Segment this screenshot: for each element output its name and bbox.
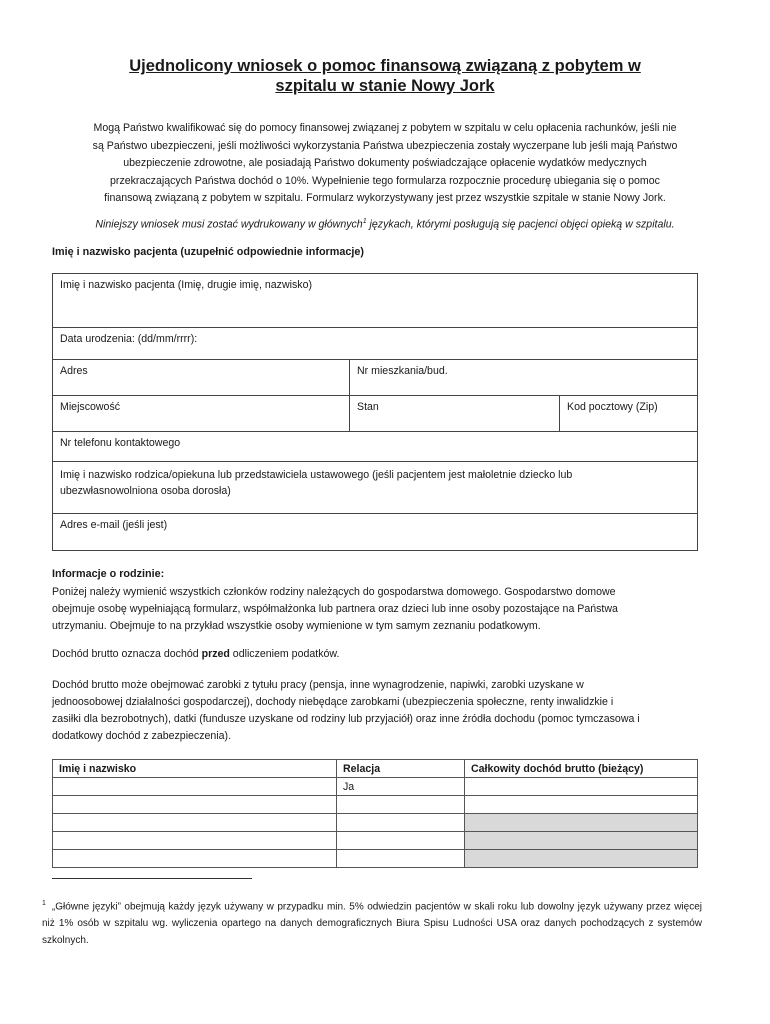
title-line-2: szpitalu w stanie Nowy Jork: [275, 77, 495, 95]
paragraph-line: utrzymaniu. Obejmuje to na przykład wszystkie osoby wymienione w tym samym zeznaniu podatkowym.: [52, 620, 541, 632]
document-title: [60, 56, 710, 96]
relation-cell[interactable]: Ja: [337, 778, 465, 796]
guardian-row: [53, 461, 697, 513]
paragraph-line: obejmuje osobę wypełniającą formularz, współmałżonka lub partnera oraz dzieci lub inne osoby pozostające na Państwa: [52, 603, 618, 615]
intro-line: przekraczających Państwa dochód o 10%. Wypełnienie tego formularza rozpocznie procedurę ubiegania się o pomoc: [110, 174, 660, 187]
language-note-text-rest: językach, którymi posługują się pacjenci objęci opieką w szpitalu.: [366, 218, 675, 231]
title-line-1: Ujednolicony wniosek o pomoc finansową związaną z pobytem w: [129, 57, 641, 75]
footnote: [42, 895, 702, 949]
income-cell-shaded: [465, 850, 698, 868]
family-section-title: Informacje o rodzinie:: [52, 568, 165, 580]
table-row: [53, 814, 698, 832]
name-cell[interactable]: [53, 778, 337, 796]
gross-income-definition: [52, 646, 702, 663]
table-row: [53, 796, 698, 814]
city-row: [53, 395, 697, 431]
guardian-label-line-2: ubezwłasnowolniona osoba dorosła): [60, 485, 231, 497]
name-cell[interactable]: [53, 814, 337, 832]
name-cell[interactable]: [53, 850, 337, 868]
paragraph-line: dodatkowy dochód z zabezpieczenia).: [52, 730, 232, 742]
email-field[interactable]: Adres e-mail (jeśli jest): [60, 519, 168, 531]
language-note-text: Niniejszy wniosek musi zostać wydrukowany w głównych: [95, 218, 363, 231]
apartment-field[interactable]: Nr mieszkania/bud.: [349, 360, 697, 395]
definition-text: Dochód brutto oznacza dochód: [52, 648, 202, 660]
intro-paragraph: [52, 120, 718, 208]
column-header-relation: Relacja: [337, 760, 465, 778]
language-note: [52, 214, 718, 233]
paragraph-line: Dochód brutto może obejmować zarobki z tytułu pracy (pensja, inne wynagrodzenie, napiwki, zarobki uzyskane w: [52, 679, 584, 691]
patient-section-heading: Imię i nazwisko pacjenta (uzupełnić odpowiednie informacje): [52, 246, 364, 258]
table-row: [53, 778, 698, 796]
relation-cell[interactable]: [337, 796, 465, 814]
phone-row: [53, 431, 697, 461]
family-paragraph-3: [52, 677, 702, 745]
footnote-ref: 1: [362, 218, 367, 225]
name-cell[interactable]: [53, 832, 337, 850]
relation-cell[interactable]: [337, 832, 465, 850]
family-members-table: [52, 759, 698, 868]
patient-name-field[interactable]: Imię i nazwisko pacjenta (Imię, drugie imię, nazwisko): [60, 279, 312, 291]
phone-field[interactable]: Nr telefonu kontaktowego: [60, 437, 181, 449]
dob-field[interactable]: Data urodzenia: (dd/mm/rrrr):: [60, 333, 198, 345]
paragraph-line: jednoosobowej działalności gospodarczej), dochody niebędące zarobkami (ubezpieczenia społeczne, renty inwalidzkie i: [52, 696, 614, 708]
column-header-income: Całkowity dochód brutto (bieżący): [465, 760, 698, 778]
guardian-field[interactable]: [53, 462, 697, 513]
dob-row: [53, 327, 697, 359]
income-cell[interactable]: [465, 778, 698, 796]
income-cell-shaded: [465, 814, 698, 832]
name-cell[interactable]: [53, 796, 337, 814]
footnote-number: 1: [42, 900, 46, 907]
table-row: [53, 832, 698, 850]
table-row: [53, 850, 698, 868]
state-field[interactable]: Stan: [349, 396, 559, 431]
address-row: [53, 359, 697, 395]
definition-text-rest: odliczeniem podatków.: [229, 648, 340, 660]
patient-info-box: [52, 273, 698, 551]
paragraph-line: zasiłki dla bezrobotnych), datki (fundusze uzyskane od rodziny lub przyjaciół) oraz inne źródła dochodu (pomoc tymczasowa i: [52, 713, 640, 725]
table-header-row: [53, 760, 698, 778]
footnote-text: „Główne języki” obejmują każdy język używany w przypadku min. 5% odwiedzin pacjentów w skali roku lub dowolny język używany przez więcej niż 1% osób w szpitalu wg. wyliczenia opartego na danych demograficznych Biura Spisu Ludności USA oraz danych pochodzących z systemów szkolnych.: [42, 901, 702, 947]
income-cell-shaded: [465, 832, 698, 850]
city-field[interactable]: Miejscowość: [60, 401, 121, 413]
relation-cell[interactable]: [337, 850, 465, 868]
intro-line: są Państwo ubezpieczeni, jeśli możliwości wykorzystania Państwa ubezpieczenia zostały wyczerpane lub jeśli mają Państwo: [92, 139, 678, 152]
family-paragraph-1: [52, 584, 702, 635]
zip-field[interactable]: Kod pocztowy (Zip): [559, 396, 697, 431]
patient-name-row: [53, 274, 697, 327]
address-field[interactable]: Adres: [60, 365, 88, 377]
income-cell[interactable]: [465, 796, 698, 814]
definition-emphasis: przed: [201, 648, 230, 660]
intro-line: finansową związaną z pobytem w szpitalu. Formularz wykorzystywany jest przez wszystkie szpitale w stanie Nowy Jork.: [104, 192, 666, 204]
footnote-divider: [52, 878, 252, 879]
column-header-name: Imię i nazwisko: [53, 760, 337, 778]
paragraph-line: Poniżej należy wymienić wszystkich członków rodziny należących do gospodarstwa domowego. Gospodarstwo domowe: [52, 586, 616, 598]
email-row: [53, 513, 697, 550]
intro-line: ubezpieczenie zdrowotne, ale posiadają Państwo dokumenty poświadczające opłacenie wydatków medycznych: [123, 157, 647, 169]
guardian-label-line-1: Imię i nazwisko rodzica/opiekuna lub przedstawiciela ustawowego (jeśli pacjentem jest małoletnie dziecko lub: [60, 469, 573, 481]
relation-cell[interactable]: [337, 814, 465, 832]
intro-line: Mogą Państwo kwalifikować się do pomocy finansowej związanej z pobytem w szpitalu w celu opłacenia rachunków, jeśli nie: [93, 122, 677, 134]
